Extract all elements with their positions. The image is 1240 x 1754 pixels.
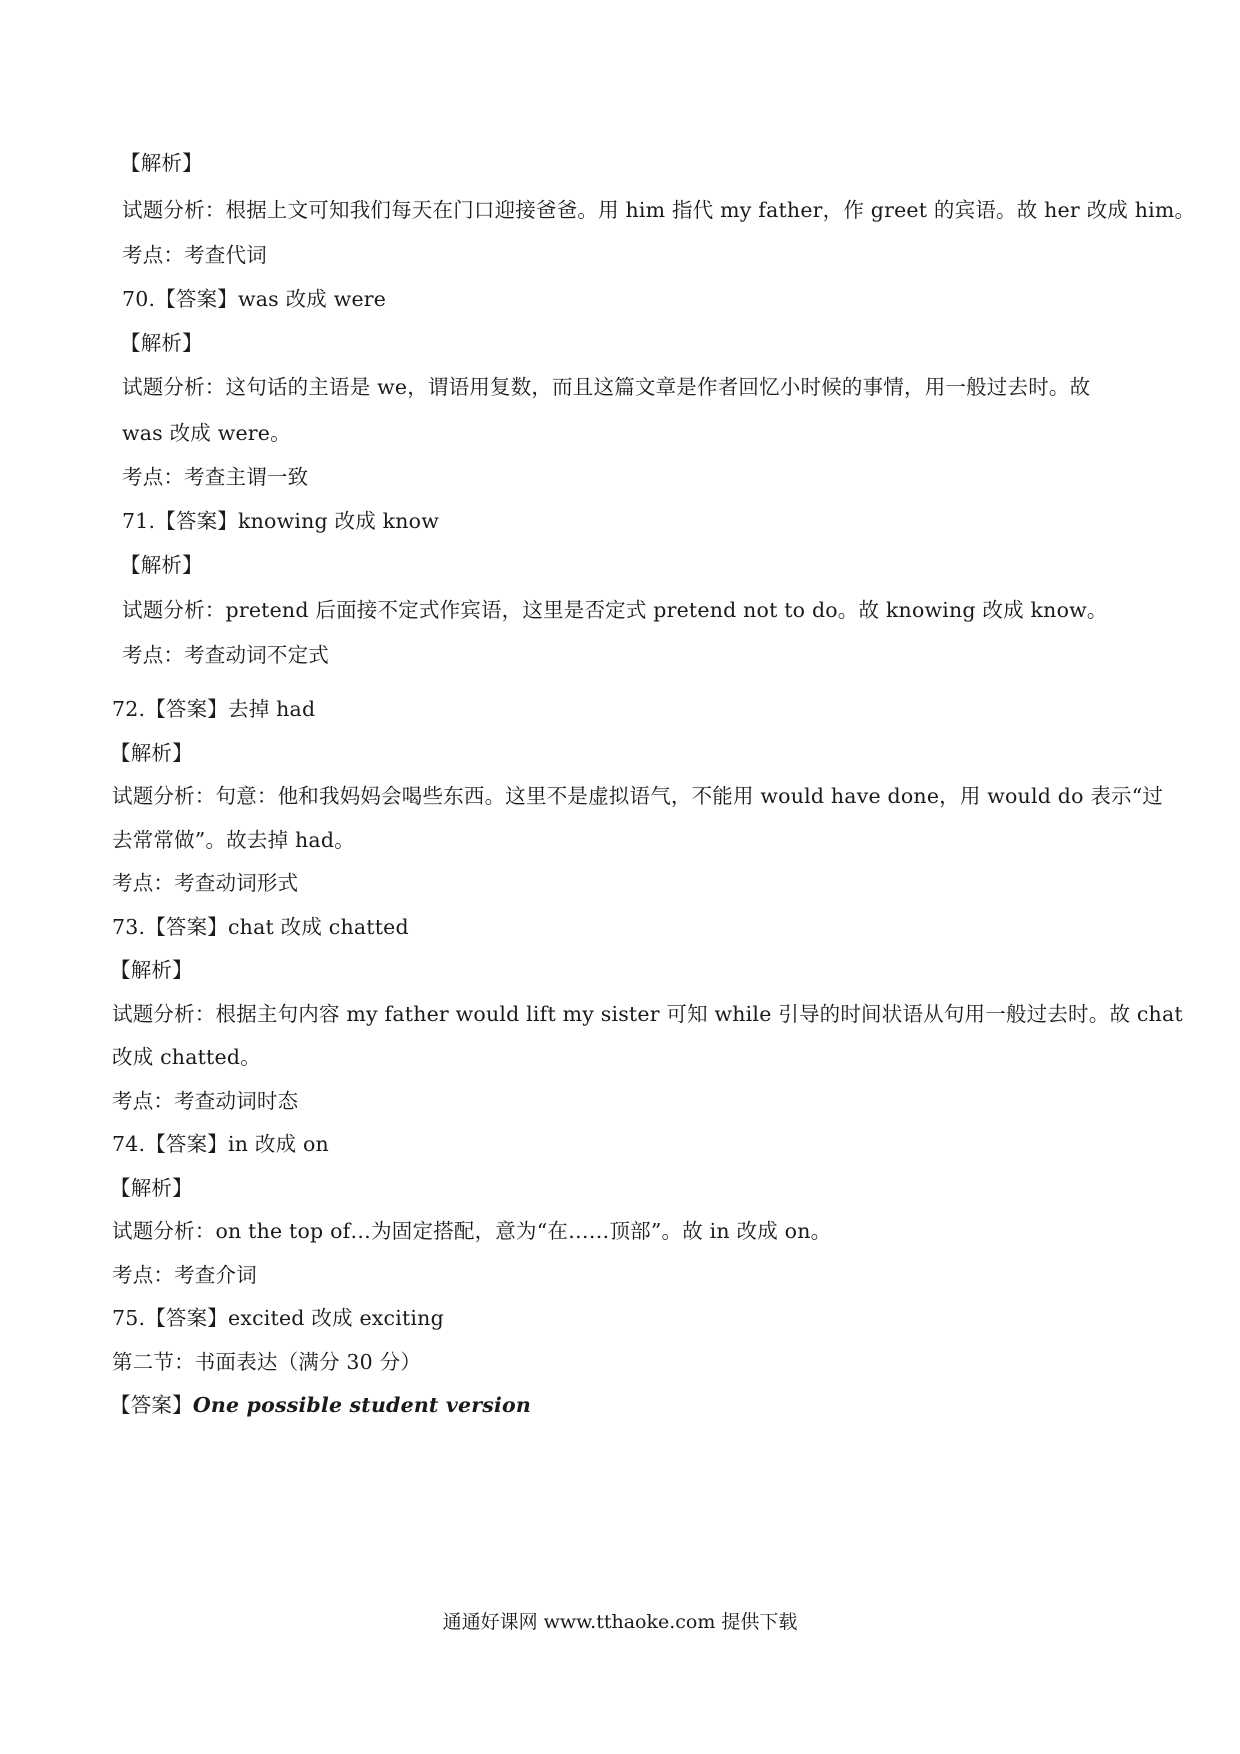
test-point: 考点：考查动词时态 [112,1089,299,1113]
analysis-text-cont: 去常常做”。故去掉 had。 [112,828,355,852]
answer-line: 71.【答案】knowing 改成 know [122,509,439,533]
test-point: 考点：考查介词 [112,1263,257,1287]
answer-emphasis: One possible student version [192,1393,531,1417]
analysis-heading: 【解析】 [110,958,193,982]
analysis-text: 试题分析：on the top of…为固定搭配，意为“在……顶部”。故 in 改成 on。 [112,1219,832,1243]
test-point: 考点：考查代词 [122,243,267,267]
answer-line: 70.【答案】was 改成 were [122,287,387,311]
test-point: 考点：考查动词不定式 [122,643,329,667]
analysis-text: 试题分析：pretend 后面接不定式作宾语，这里是否定式 pretend not to do。故 knowing 改成 know。 [122,598,1108,622]
analysis-heading: 【解析】 [110,1176,193,1200]
section-heading: 第二节：书面表达（满分 30 分） [112,1350,422,1374]
analysis-heading: 【解析】 [120,151,203,175]
analysis-heading: 【解析】 [120,553,203,577]
answer-label: 【答案】 [110,1393,193,1417]
answer-line: 73.【答案】chat 改成 chatted [112,915,409,939]
page-footer: 通通好课网 www.tthaoke.com 提供下载 [442,1611,798,1633]
analysis-text-cont: was 改成 were。 [122,421,291,445]
analysis-text: 试题分析：句意：他和我妈妈会喝些东西。这里不是虚拟语气，不能用 would have done，用 would do 表示“过 [112,784,1164,808]
analysis-heading: 【解析】 [110,741,193,765]
analysis-text: 试题分析：根据主句内容 my father would lift my sister 可知 while 引导的时间状语从句用一般过去时。故 chat [112,1002,1183,1026]
analysis-heading: 【解析】 [120,331,203,355]
answer-line: 74.【答案】in 改成 on [112,1132,329,1156]
analysis-text: 试题分析：这句话的主语是 we，谓语用复数，而且这篇文章是作者回忆小时候的事情，用一般过去时。故 [122,375,1091,399]
analysis-text-cont: 改成 chatted。 [112,1045,261,1069]
answer-line [110,1390,531,1420]
test-point: 考点：考查主谓一致 [122,465,309,489]
analysis-text: 试题分析：根据上文可知我们每天在门口迎接爸爸。用 him 指代 my father，作 greet 的宾语。故 her 改成 him。 [122,198,1196,222]
answer-line: 72.【答案】去掉 had [112,697,316,721]
test-point: 考点：考查动词形式 [112,871,299,895]
answer-line: 75.【答案】excited 改成 exciting [112,1306,444,1330]
